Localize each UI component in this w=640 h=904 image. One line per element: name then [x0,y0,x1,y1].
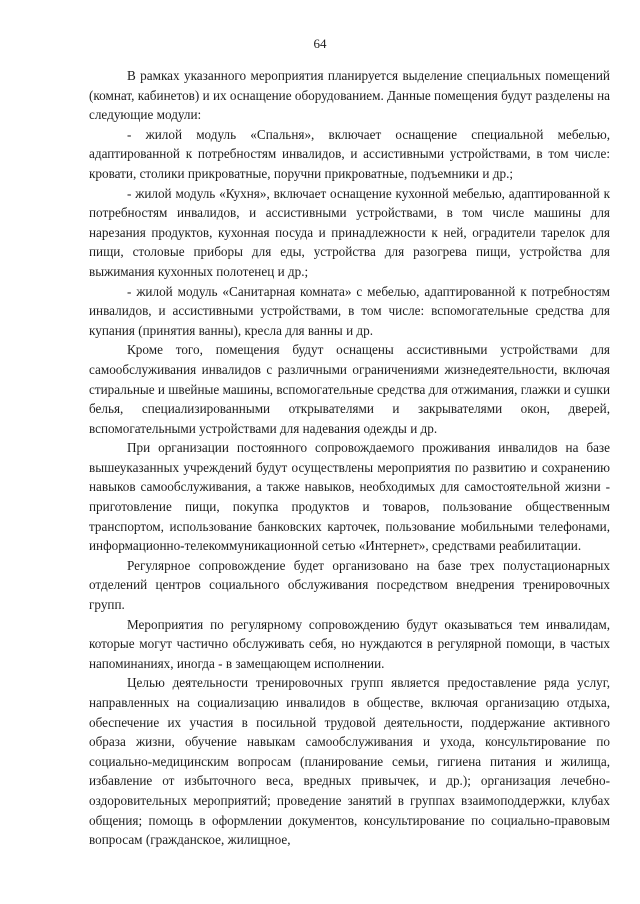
paragraph-bedroom-module: - жилой модуль «Спальня», включает оснащение специальной мебелью, адаптированной к потребностям инвалидов, и ассистивными устройствами, в том числе: кровати, столики прикроватные, поручни прикроватные, подъемники и др.; [89,126,610,181]
paragraph-permanent-support: При организации постоянного сопровождаемого проживания инвалидов на базе вышеуказанных учреждений будут осуществлены мероприятия по развитию и сохранению навыков самообслуживания, а также навыков, необходимых для самостоятельной жизни - приготовление пищи, покупка продуктов и товаров, пользование общественным транспортом, использование банковских карточек, пользование мобильными телефонами, информационно-телекоммуникационной сетью «Интернет», средствами реабилитации. [89,440,610,554]
paragraph-support-measures: Мероприятия по регулярному сопровождению будут оказываться тем инвалидам, которые могут частично обслуживать себя, но нуждаются в регулярной помощи, в частых напоминаниях, иногда - в замещающем исполнении. [89,616,610,671]
paragraph-regular-support: Регулярное сопровождение будет организовано на базе трех полустационарных отделений центров социального обслуживания посредством внедрения тренировочных групп. [89,557,610,613]
paragraph-intro: В рамках указанного мероприятия планируется выделение специальных помещений (комнат, кабинетов) и их оснащение оборудованием. Данные помещения будут разделены на следующие модули: [89,68,610,123]
page-number: 64 [313,36,327,51]
paragraph-kitchen-module: - жилой модуль «Кухня», включает оснащение кухонной мебелью, адаптированной к потребностям инвалидов, и ассистивными устройствами, в том числе машины для нарезания продуктов, кухонная посуда и принадлежности к ней, оградители тарелок для пищи, столовые приборы для еды, устройства для разогрева пищи, устройства для выжимания кухонных полотенец и др.; [89,185,610,279]
paragraph-sanitary-module: - жилой модуль «Санитарная комната» с мебелью, адаптированной к потребностям инвалидов, и ассистивными устройствами, в том числе: вспомогательные средства для купания (принятия ванны), кресла для ванны и др. [89,283,610,338]
document-body [89,66,610,850]
paragraph-assistive-devices: Кроме того, помещения будут оснащены ассистивными устройствами для самообслуживания инвалидов с различными ограничениями жизнедеятельности, включая стиральные и швейные машины, вспомогательные средства для отжимания, глажки и сушки белья, специализированными открывателями и закрывателями окон, дверей, вспомогательными устройствами для надевания одежды и др. [89,342,610,436]
paragraph-training-groups: Целью деятельности тренировочных групп является предоставление ряда услуг, направленных на социализацию инвалидов в обществе, включая организацию отдыха, обеспечение их участия в посильной трудовой деятельности, поддержание активного образа жизни, обучение навыкам самообслуживания и ухода, консультирование по социально-медицинским вопросам (планирование семьи, гигиена питания и жилища, избавление от избыточного веса, вредных привычек, и др.); организация лечебно-оздоровительных мероприятий; проведение занятий в группах взаимоподдержки, клубах общения; помощь в оформлении документов, консультирование по социально-правовым вопросам (гражданское, жилищное, [89,675,610,848]
